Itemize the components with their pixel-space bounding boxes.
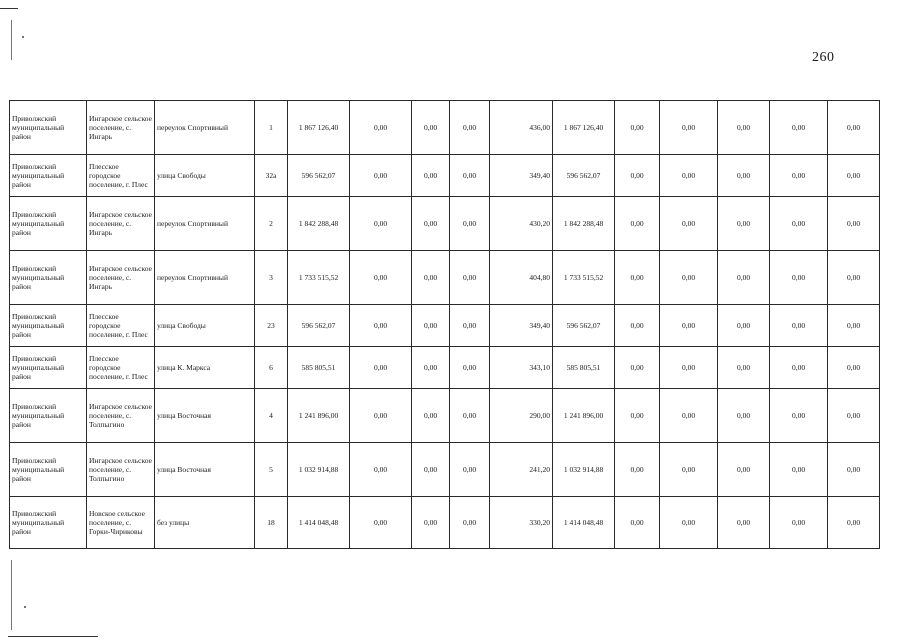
settlement-cell: Плесское городское поселение, г. Плес bbox=[87, 305, 155, 347]
district-cell: Приволжский муниципальный район bbox=[10, 443, 87, 497]
value-cell: 0,00 bbox=[718, 389, 770, 443]
area-cell: 349,40 bbox=[490, 305, 553, 347]
settlement-cell: Новское сельское поселение, с. Горки-Чириковы bbox=[87, 497, 155, 549]
value-cell: 0,00 bbox=[350, 389, 412, 443]
value-cell: 0,00 bbox=[770, 155, 828, 197]
value-cell: 0,00 bbox=[412, 497, 450, 549]
house-number-cell: 1 bbox=[255, 101, 288, 155]
settlement-cell: Ингарское сельское поселение, с. Толпыгино bbox=[87, 443, 155, 497]
total-cost-cell: 1 842 288,48 bbox=[288, 197, 350, 251]
value-cell: 0,00 bbox=[828, 305, 880, 347]
value-cell: 0,00 bbox=[450, 443, 490, 497]
total-cost-cell: 585 805,51 bbox=[288, 347, 350, 389]
value-cell: 0,00 bbox=[828, 251, 880, 305]
scan-dust bbox=[22, 36, 24, 38]
table-row bbox=[10, 251, 880, 305]
district-cell: Приволжский муниципальный район bbox=[10, 251, 87, 305]
value-cell: 0,00 bbox=[660, 251, 718, 305]
settlement-cell: Ингарское сельское поселение, с. Ингарь bbox=[87, 101, 155, 155]
total-cost-cell: 1 241 896,00 bbox=[288, 389, 350, 443]
value-cell: 0,00 bbox=[770, 443, 828, 497]
total-cost-repeat-cell: 1 241 896,00 bbox=[553, 389, 615, 443]
value-cell: 0,00 bbox=[615, 197, 660, 251]
total-cost-cell: 1 032 914,88 bbox=[288, 443, 350, 497]
settlement-cell: Плесское городское поселение, г. Плес bbox=[87, 155, 155, 197]
area-cell: 436,00 bbox=[490, 101, 553, 155]
value-cell: 0,00 bbox=[718, 251, 770, 305]
value-cell: 0,00 bbox=[828, 389, 880, 443]
street-cell: без улицы bbox=[155, 497, 255, 549]
table-row bbox=[10, 305, 880, 347]
value-cell: 0,00 bbox=[660, 347, 718, 389]
house-number-cell: 5 bbox=[255, 443, 288, 497]
value-cell: 0,00 bbox=[412, 197, 450, 251]
street-cell: улица Свободы bbox=[155, 155, 255, 197]
table-body bbox=[10, 101, 880, 549]
house-number-cell: 6 bbox=[255, 347, 288, 389]
value-cell: 0,00 bbox=[450, 347, 490, 389]
scan-edge-mark bbox=[8, 636, 98, 637]
area-cell: 343,10 bbox=[490, 347, 553, 389]
area-cell: 349,40 bbox=[490, 155, 553, 197]
scan-dust bbox=[24, 606, 26, 608]
table-row bbox=[10, 197, 880, 251]
value-cell: 0,00 bbox=[615, 305, 660, 347]
value-cell: 0,00 bbox=[350, 305, 412, 347]
value-cell: 0,00 bbox=[412, 101, 450, 155]
value-cell: 0,00 bbox=[718, 305, 770, 347]
value-cell: 0,00 bbox=[660, 305, 718, 347]
total-cost-repeat-cell: 1 733 515,52 bbox=[553, 251, 615, 305]
value-cell: 0,00 bbox=[350, 251, 412, 305]
street-cell: улица Свободы bbox=[155, 305, 255, 347]
house-number-cell: 4 bbox=[255, 389, 288, 443]
value-cell: 0,00 bbox=[770, 347, 828, 389]
street-cell: переулок Спортивный bbox=[155, 197, 255, 251]
value-cell: 0,00 bbox=[615, 347, 660, 389]
area-cell: 430,20 bbox=[490, 197, 553, 251]
value-cell: 0,00 bbox=[615, 155, 660, 197]
value-cell: 0,00 bbox=[350, 101, 412, 155]
total-cost-cell: 1 867 126,40 bbox=[288, 101, 350, 155]
area-cell: 404,80 bbox=[490, 251, 553, 305]
area-cell: 290,00 bbox=[490, 389, 553, 443]
district-cell: Приволжский муниципальный район bbox=[10, 389, 87, 443]
total-cost-repeat-cell: 1 867 126,40 bbox=[553, 101, 615, 155]
value-cell: 0,00 bbox=[828, 101, 880, 155]
value-cell: 0,00 bbox=[660, 155, 718, 197]
total-cost-cell: 1 414 048,48 bbox=[288, 497, 350, 549]
value-cell: 0,00 bbox=[412, 347, 450, 389]
value-cell: 0,00 bbox=[718, 443, 770, 497]
value-cell: 0,00 bbox=[718, 155, 770, 197]
value-cell: 0,00 bbox=[770, 101, 828, 155]
value-cell: 0,00 bbox=[450, 155, 490, 197]
value-cell: 0,00 bbox=[450, 389, 490, 443]
page-number: 260 bbox=[812, 50, 835, 65]
district-cell: Приволжский муниципальный район bbox=[10, 347, 87, 389]
value-cell: 0,00 bbox=[450, 251, 490, 305]
value-cell: 0,00 bbox=[412, 389, 450, 443]
scan-edge-mark bbox=[11, 20, 12, 60]
value-cell: 0,00 bbox=[615, 251, 660, 305]
value-cell: 0,00 bbox=[450, 197, 490, 251]
value-cell: 0,00 bbox=[828, 497, 880, 549]
value-cell: 0,00 bbox=[828, 347, 880, 389]
total-cost-repeat-cell: 596 562,07 bbox=[553, 155, 615, 197]
value-cell: 0,00 bbox=[350, 155, 412, 197]
area-cell: 330,20 bbox=[490, 497, 553, 549]
house-number-cell: 18 bbox=[255, 497, 288, 549]
table-row bbox=[10, 443, 880, 497]
total-cost-repeat-cell: 596 562,07 bbox=[553, 305, 615, 347]
value-cell: 0,00 bbox=[660, 443, 718, 497]
total-cost-repeat-cell: 1 842 288,48 bbox=[553, 197, 615, 251]
value-cell: 0,00 bbox=[718, 497, 770, 549]
value-cell: 0,00 bbox=[828, 443, 880, 497]
district-cell: Приволжский муниципальный район bbox=[10, 497, 87, 549]
value-cell: 0,00 bbox=[828, 155, 880, 197]
house-number-cell: 3 bbox=[255, 251, 288, 305]
value-cell: 0,00 bbox=[412, 155, 450, 197]
house-number-cell: 32а bbox=[255, 155, 288, 197]
value-cell: 0,00 bbox=[660, 101, 718, 155]
value-cell: 0,00 bbox=[770, 251, 828, 305]
street-cell: улица Восточная bbox=[155, 389, 255, 443]
settlement-cell: Ингарское сельское поселение, с. Толпыгино bbox=[87, 389, 155, 443]
value-cell: 0,00 bbox=[660, 197, 718, 251]
district-cell: Приволжский муниципальный район bbox=[10, 197, 87, 251]
scan-edge-mark bbox=[11, 560, 12, 630]
street-cell: улица К. Маркса bbox=[155, 347, 255, 389]
value-cell: 0,00 bbox=[828, 197, 880, 251]
total-cost-cell: 596 562,07 bbox=[288, 305, 350, 347]
district-cell: Приволжский муниципальный район bbox=[10, 101, 87, 155]
scan-edge-mark bbox=[0, 8, 18, 9]
value-cell: 0,00 bbox=[770, 197, 828, 251]
house-number-cell: 2 bbox=[255, 197, 288, 251]
value-cell: 0,00 bbox=[350, 197, 412, 251]
house-number-cell: 23 bbox=[255, 305, 288, 347]
value-cell: 0,00 bbox=[718, 101, 770, 155]
value-cell: 0,00 bbox=[450, 497, 490, 549]
value-cell: 0,00 bbox=[660, 389, 718, 443]
value-cell: 0,00 bbox=[615, 497, 660, 549]
area-cell: 241,20 bbox=[490, 443, 553, 497]
registry-table bbox=[9, 100, 880, 549]
value-cell: 0,00 bbox=[770, 497, 828, 549]
value-cell: 0,00 bbox=[770, 305, 828, 347]
total-cost-repeat-cell: 1 414 048,48 bbox=[553, 497, 615, 549]
value-cell: 0,00 bbox=[615, 389, 660, 443]
table-row bbox=[10, 389, 880, 443]
settlement-cell: Плесское городское поселение, г. Плес bbox=[87, 347, 155, 389]
district-cell: Приволжский муниципальный район bbox=[10, 155, 87, 197]
value-cell: 0,00 bbox=[350, 497, 412, 549]
value-cell: 0,00 bbox=[718, 347, 770, 389]
value-cell: 0,00 bbox=[450, 101, 490, 155]
settlement-cell: Ингарское сельское поселение, с. Ингарь bbox=[87, 251, 155, 305]
settlement-cell: Ингарское сельское поселение, с. Ингарь bbox=[87, 197, 155, 251]
district-cell: Приволжский муниципальный район bbox=[10, 305, 87, 347]
total-cost-repeat-cell: 1 032 914,88 bbox=[553, 443, 615, 497]
value-cell: 0,00 bbox=[412, 305, 450, 347]
value-cell: 0,00 bbox=[412, 251, 450, 305]
value-cell: 0,00 bbox=[660, 497, 718, 549]
value-cell: 0,00 bbox=[770, 389, 828, 443]
street-cell: улица Восточная bbox=[155, 443, 255, 497]
table-row bbox=[10, 497, 880, 549]
value-cell: 0,00 bbox=[450, 305, 490, 347]
total-cost-repeat-cell: 585 805,51 bbox=[553, 347, 615, 389]
total-cost-cell: 1 733 515,52 bbox=[288, 251, 350, 305]
table-row bbox=[10, 155, 880, 197]
value-cell: 0,00 bbox=[615, 443, 660, 497]
value-cell: 0,00 bbox=[350, 443, 412, 497]
value-cell: 0,00 bbox=[615, 101, 660, 155]
street-cell: переулок Спортивный bbox=[155, 251, 255, 305]
street-cell: переулок Спортивный bbox=[155, 101, 255, 155]
value-cell: 0,00 bbox=[350, 347, 412, 389]
value-cell: 0,00 bbox=[718, 197, 770, 251]
table-row bbox=[10, 347, 880, 389]
total-cost-cell: 596 562,07 bbox=[288, 155, 350, 197]
value-cell: 0,00 bbox=[412, 443, 450, 497]
table-row bbox=[10, 101, 880, 155]
